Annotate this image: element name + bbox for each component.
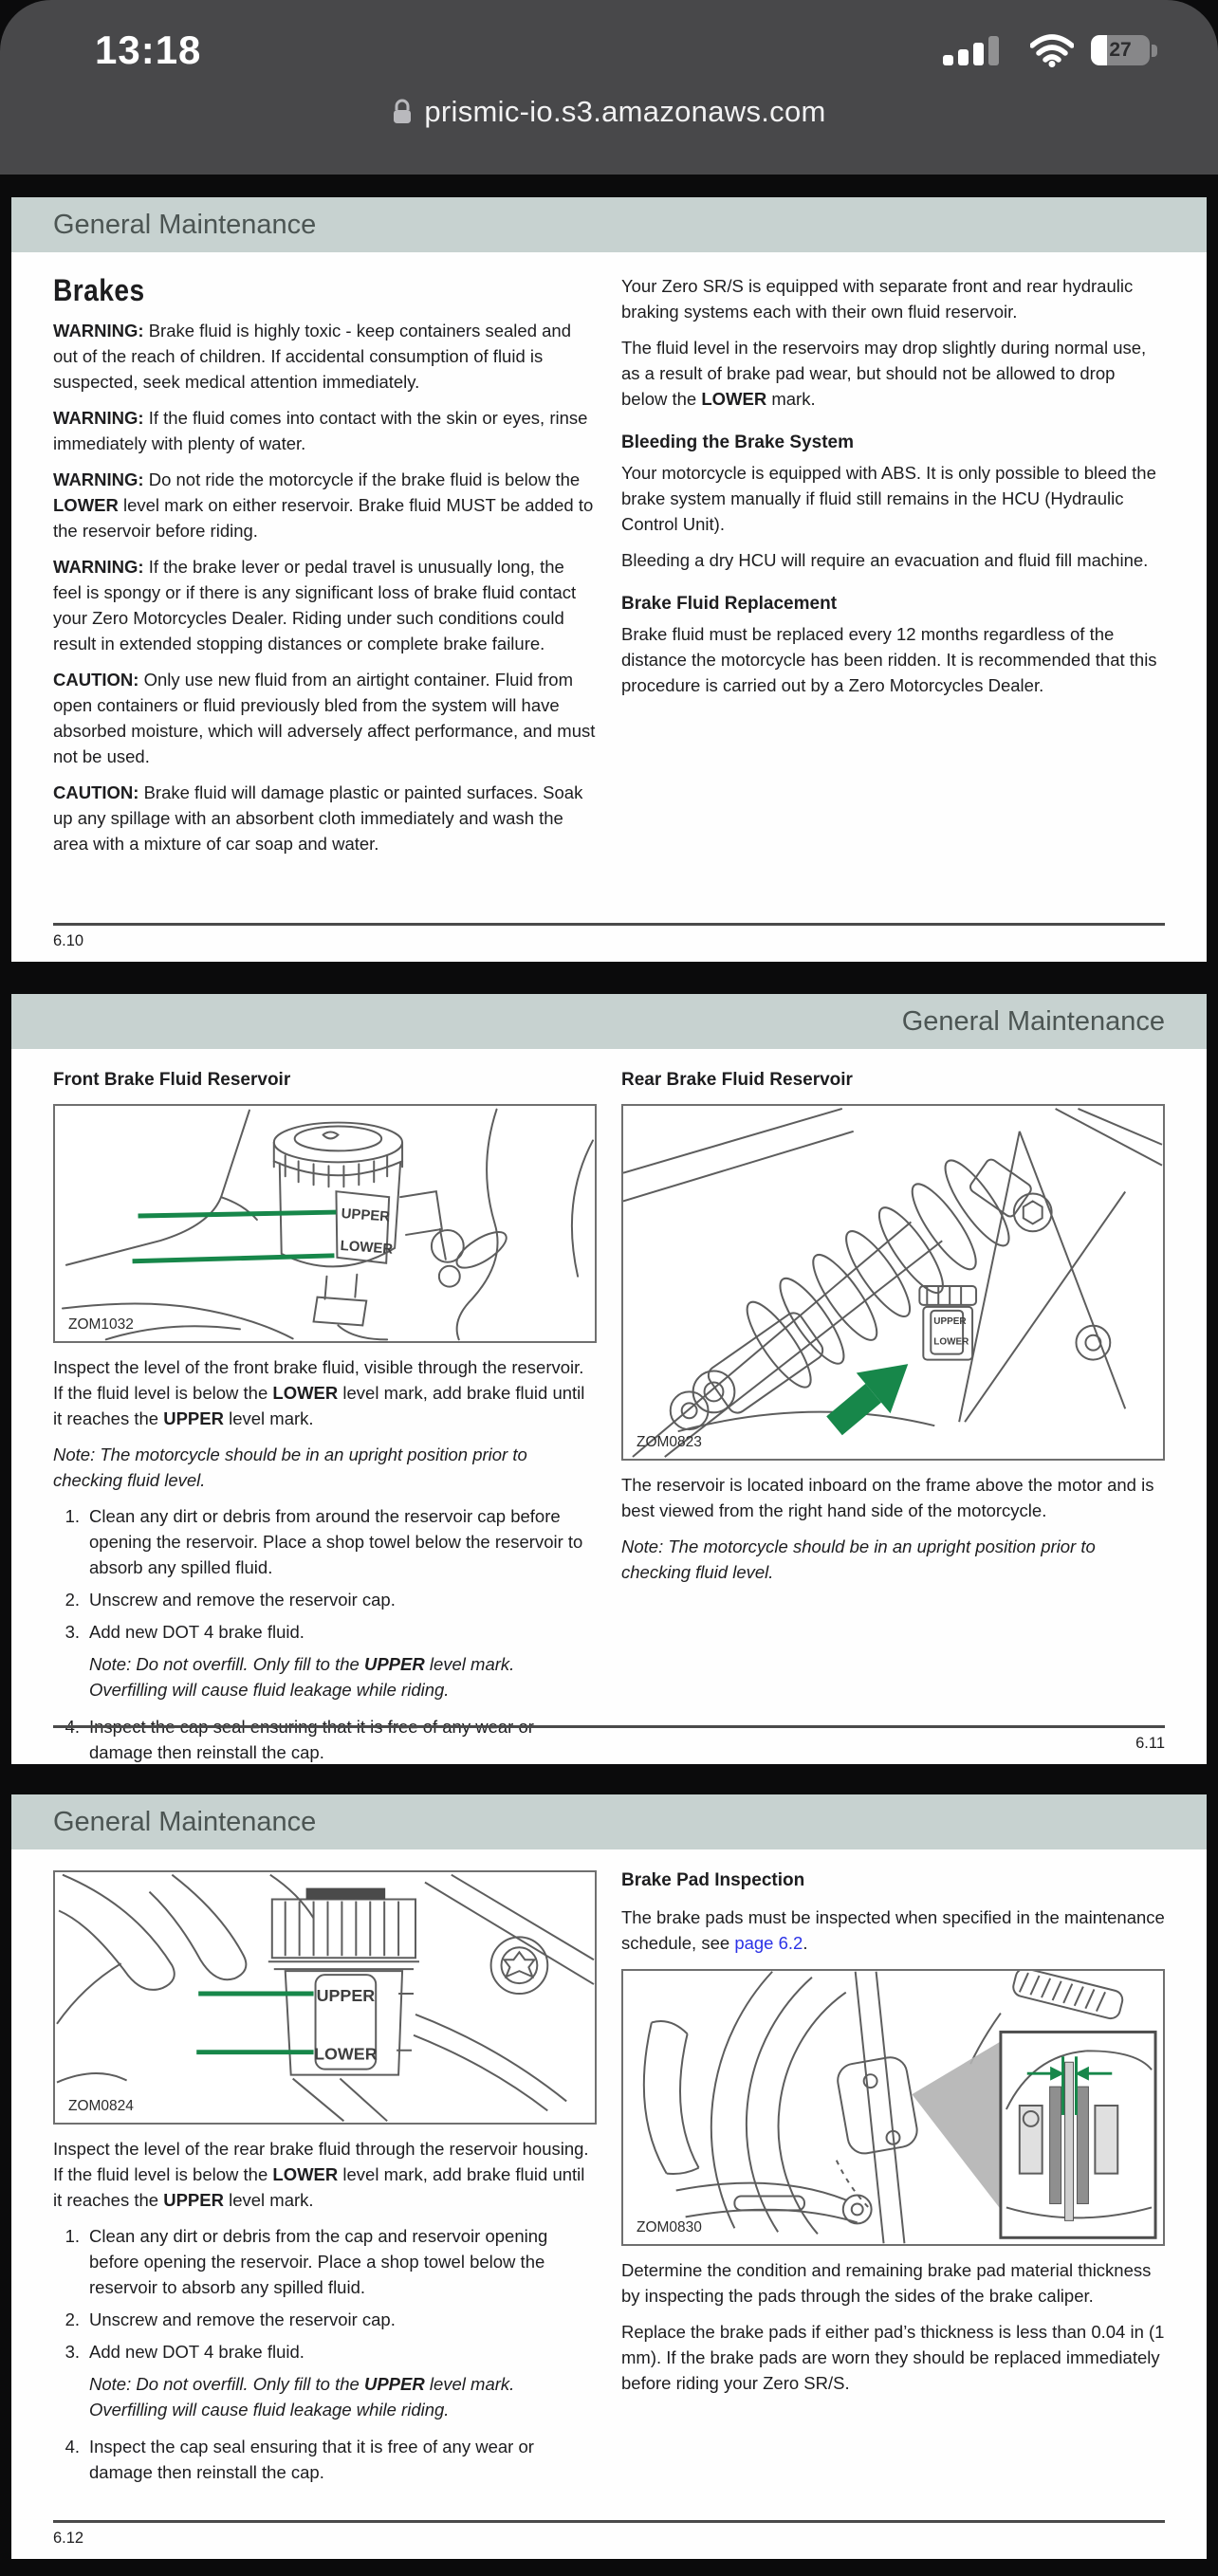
list-number: 3. [65,2342,80,2362]
figure-label: ZOM0823 [637,1434,702,1450]
right-column [621,1070,1165,1764]
list-number: 2. [65,1590,80,1610]
figure-label: ZOM1032 [68,1316,134,1333]
list-number: 1. [65,2226,80,2246]
upper-mark-label: UPPER [341,1205,391,1225]
rear-reservoir-location-illustration [623,1106,1163,1459]
battery-icon [1091,35,1157,65]
body-paragraph: Inspect the level of the front brake fluid, visible through the reservoir. If the fluid level is below the LOWER level mark, add brake fluid until it reaches the UPPER level mark. [53,1357,585,1428]
footer-rule [53,923,1165,926]
left-column [53,1070,597,1764]
body-paragraph: Brake fluid must be replaced every 12 months regardless of the distance the motorcycle has been ridden. It is recommended that this procedure is carried out by a Zero Motorcycles Dealer. [621,624,1157,695]
body-paragraph: The reservoir is located inboard on the frame above the motor and is best viewed from the right hand side of the motorcycle. [621,1475,1154,1520]
rear-reservoir-closeup-illustration [55,1872,595,2123]
list-number: 3. [65,1622,80,1642]
list-item: 2. Unscrew and remove the reservoir cap. [53,2307,597,2332]
lower-mark-label: LOWER [314,2044,378,2064]
brakes-section-title: Brakes [53,273,145,307]
list-item: 4. Inspect the cap seal ensuring that it is free of any wear or damage then reinstall the cap. [53,1714,597,1764]
page-number: 6.10 [53,932,84,949]
figure-rear-reservoir-closeup [53,1870,597,2125]
section-heading-fluid-replacement: Brake Fluid Replacement [621,594,838,614]
manual-page-6-12 [11,1794,1207,2559]
rear-reservoir-heading: Rear Brake Fluid Reservoir [621,1070,853,1090]
list-item: 3. Add new DOT 4 brake fluid. [53,1619,597,1645]
body-paragraph: Determine the condition and remaining brake pad material thickness by inspecting the pads through the sides of the brake caliper. [621,2260,1152,2306]
body-paragraph: The fluid level in the reservoirs may drop slightly during normal use, as a result of brake pad wear, but should not be allowed to drop below the LOWER mark. [621,338,1147,409]
page-footer [53,2520,1165,2548]
page-header-band [11,1794,1207,1849]
page-header-title: General Maintenance [901,1005,1165,1037]
body-paragraph: Your motorcycle is equipped with ABS. It is only possible to bleed the brake system manually if fluid still remains in the HCU (Hydraulic Control Unit). [621,463,1156,534]
figure-front-reservoir [53,1104,597,1343]
battery-percent: 27 [1109,39,1132,61]
page-header-title: General Maintenance [53,1806,317,1837]
note-paragraph: Note: Do not overfill. Only fill to the UPPER level mark. Overfilling will cause fluid leakage while riding. [89,1654,515,1700]
url-bar[interactable] [0,95,1218,129]
page-number: 6.12 [53,2530,84,2547]
note-paragraph: Note: Do not overfill. Only fill to the UPPER level mark. Overfilling will cause fluid leakage while riding. [89,2374,515,2420]
right-column [621,273,1165,867]
figure-rear-reservoir-location [621,1104,1165,1461]
warning-paragraph: WARNING: Brake fluid is highly toxic - keep containers sealed and out of the reach of children. If accidental consumption of fluid is suspected, seek medical attention immediately. [53,321,571,392]
list-number: 4. [65,1717,80,1737]
status-icons [943,33,1157,67]
figure-label: ZOM0830 [637,2219,702,2236]
note-paragraph: Note: The motorcycle should be in an upright position prior to checking fluid level. [621,1536,1096,1582]
lock-icon [392,98,413,126]
signal-strength-icon [943,34,1013,66]
brake-pad-inspection-heading: Brake Pad Inspection [621,1870,805,1890]
status-bar [0,0,1218,82]
body-paragraph: Inspect the level of the rear brake fluid through the reservoir housing. If the fluid level is below the LOWER level mark, add brake fluid until it reaches the UPPER level mark. [53,2139,589,2210]
right-column [621,1870,1165,2492]
body-paragraph: Replace the brake pads if either pad’s thickness is less than 0.04 in (1 mm). If the brake pads are worn they should be replaced immediately before riding your Zero SR/S. [621,2322,1165,2393]
left-column [53,1870,597,2492]
callout-wedge [912,2041,1001,2209]
url-text: prismic-io.s3.amazonaws.com [424,95,826,128]
page-footer [53,1725,1165,1753]
level-pointer-lines [196,1994,313,2052]
front-reservoir-heading: Front Brake Fluid Reservoir [53,1070,291,1090]
list-number: 4. [65,2437,80,2456]
figure-brake-pad-inspection [621,1969,1165,2246]
lower-mark-label: LOWER [340,1237,394,1258]
page-header-title: General Maintenance [53,209,317,240]
list-number: 1. [65,1506,80,1526]
caution-paragraph: CAUTION: Brake fluid will damage plastic or painted surfaces. Soak up any spillage with an absorbent cloth immediately and wash the area with a mixture of car soap and water. [53,782,583,854]
battery-nub [1152,45,1157,57]
footer-rule [53,2520,1165,2523]
reservoir-pointer-arrow [818,1344,926,1446]
level-pointer-lines [133,1212,337,1261]
caution-paragraph: CAUTION: Only use new fluid from an airtight container. Fluid from open containers or fluid previously bled from the system will have absorbed moisture, which will adversely affect performance, and must not be used. [53,670,596,766]
upper-mark-label: UPPER [316,1985,376,2005]
list-item: 1. Clean any dirt or debris from around the reservoir cap before opening the reservoir. Place a shop towel below the reservoir to absorb any spilled fluid. [53,1503,597,1580]
link-page-6-2[interactable]: page 6.2 [734,1933,803,1953]
manual-page-6-11 [11,994,1207,1764]
page-number: 6.11 [1135,1735,1165,1752]
list-number: 2. [65,2309,80,2329]
warning-paragraph: WARNING: If the fluid comes into contact with the skin or eyes, rinse immediately with plenty of water. [53,408,588,453]
upper-mark-label: UPPER [933,1316,967,1327]
figure-label: ZOM0824 [68,2098,134,2114]
body-paragraph: Your Zero SR/S is equipped with separate front and rear hydraulic braking systems each with their own fluid reservoir. [621,276,1134,322]
note-paragraph: Note: The motorcycle should be in an upright position prior to checking fluid level. [53,1444,527,1490]
section-heading-bleeding: Bleeding the Brake System [621,432,854,452]
left-column [53,273,597,867]
page-header-band [11,994,1207,1049]
page-header-band [11,197,1207,252]
list-item: 1. Clean any dirt or debris from the cap and reservoir opening before opening the reservoir. Place a shop towel below the reservoir to absorb any spilled fluid. [53,2223,597,2300]
page-footer [53,923,1165,950]
warning-paragraph: WARNING: If the brake lever or pedal travel is unusually long, the feel is spongy or if there is any significant loss of brake fluid contact your Zero Motorcycles Dealer. Riding under such conditions could result in extended stopping distances or complete brake failure. [53,557,577,653]
browser-chrome [0,0,1218,175]
brake-pad-inspection-illustration [623,1971,1163,2244]
manual-page-6-10 [11,197,1207,962]
footer-rule [53,1725,1165,1728]
body-paragraph: Bleeding a dry HCU will require an evacuation and fluid fill machine. [621,550,1149,570]
list-item: 4. Inspect the cap seal ensuring that it is free of any wear or damage then reinstall the cap. [53,2434,597,2485]
list-item: 2. Unscrew and remove the reservoir cap. [53,1587,597,1612]
clock-label: 13:18 [95,28,202,72]
body-paragraph: The brake pads must be inspected when specified in the maintenance schedule, see page 6.2. [621,1907,1165,1953]
warning-paragraph: WARNING: Do not ride the motorcycle if the brake fluid is below the LOWER level mark on either reservoir. Brake fluid MUST be added to the reservoir before riding. [53,469,594,541]
front-reservoir-illustration [55,1106,595,1341]
wifi-icon [1030,33,1074,67]
lower-mark-label: LOWER [933,1336,969,1348]
list-item: 3. Add new DOT 4 brake fluid. [53,2339,597,2364]
